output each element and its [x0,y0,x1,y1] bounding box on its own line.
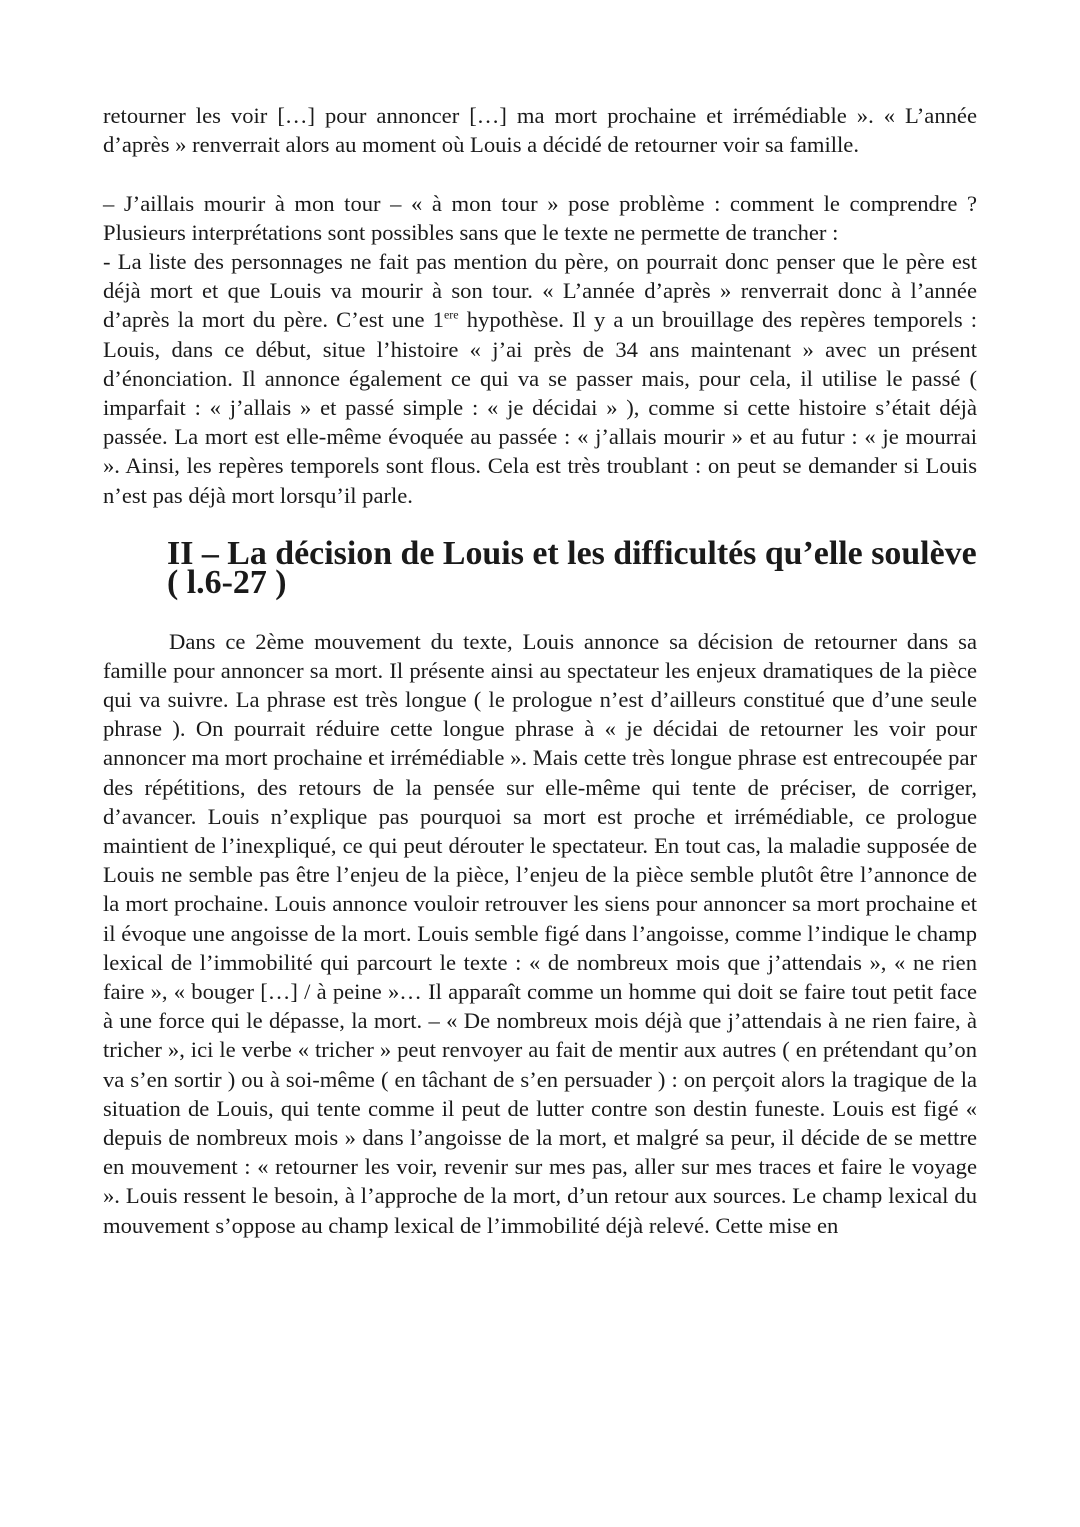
document-page [103,101,977,1240]
paragraph-intro: retourner les voir […] pour annoncer […] ma mort prochaine et irrémédiable ». « L’année d’après » renverrait alors au moment où Louis a décidé de retourner voir sa famille. [103,103,977,158]
hypothesis-text-start: - La liste des personnages ne fait pas mention du père, on pourrait donc penser que le père est déjà mort et que Louis va mourir à son tour. « L’année d’après » renverrait donc à l’année d’après la mort du père. C’est une 1 [103,249,977,333]
paragraph-mon-tour: – J’aillais mourir à mon tour – « à mon tour » pose problème : comment le comprendre ? Plusieurs interprétations sont possibles sans que le texte ne permette de trancher : [103,190,977,245]
paragraph-decision: Dans ce 2ème mouvement du texte, Louis annonce sa décision de retourner dans sa famille pour annoncer sa mort. Il présente ainsi au spectateur les enjeux dramatiques de la pièce qui va suivre. La phrase est très longue ( le prologue n’est d’ailleurs constitué que d’une seule phrase ). On pourrait réduire cette longue phrase à « je décidai de retourner les voir pour annoncer ma mort prochaine et irrémédiable ». Mais cette très longue phrase est entrecoupée par des répétitions, des retours de la pensée sur elle-même qui tente de préciser, de corriger, d’avancer. Louis n’explique pas pourquoi sa mort est proche et irrémédiable, ce prologue maintient de l’inexpliqué, ce qui peut dérouter le spectateur. En tout cas, la maladie supposée de Louis ne semble pas être l’enjeu de la pièce, l’enjeu de la pièce semble plutôt être l’annonce de la mort prochaine. Louis annonce vouloir retrouver les siens pour annoncer sa mort prochaine et il évoque une angoisse de la mort. Louis semble figé dans l’angoisse, comme l’indique le champ lexical de l’immobilité qui parcourt le texte : « de nombreux mois que j’attendais », « ne rien faire », « bouger […] / à peine »… Il apparaît comme un homme qui doit se faire tout petit face à une force qui le dépasse, la mort. – « De nombreux mois déjà que j’attendais à ne rien faire, à tricher », ici le verbe « tricher » peut renvoyer au fait de mentir aux autres ( en prétendant qu’on va s’en sortir ) ou à soi-même ( en tâchant de s’en persuader ) : on perçoit alors la tragique de la situation de Louis, qui tente comme il peut de lutter contre son destin funeste. Louis est figé « depuis de nombreux mois » dans l’angoisse de la mort, et malgré sa peur, il décide de se mettre en mouvement : « retourner les voir, revenir sur mes pas, aller sur mes traces et faire le voyage ». Louis ressent le besoin, à l’approche de la mort, d’un retour aux sources. Le champ lexical du mouvement s’oppose au champ lexical de l’immobilité déjà relevé. Cette mise en [103,628,977,1238]
section-heading: II – La décision de Louis et les difficultés qu’elle soulève ( l.6-27 ) [167,535,977,602]
paragraph-gap [103,159,977,188]
paragraph-hypothesis [103,247,977,510]
ordinal-superscript: ere [443,307,459,322]
hypothesis-text-end: hypothèse. Il y a un brouillage des repères temporels : Louis, dans ce début, situe l’histoire « j’ai près de 34 ans maintenant » avec un présent d’énonciation. Il annonce également ce qui va se passer mais, pour cela, il utilise le passé ( imparfait : « j’allais » et passé simple : « je décidai » ), comme si cette histoire s’était déjà passée. La mort est elle-même évoquée au passée : « j’allais mourir » et au futur : « je mourrai ». Ainsi, les repères temporels sont flous. Cela est très troublant : on peut se demander si Louis n’est pas déjà mort lorsqu’il parle. [103,307,977,508]
